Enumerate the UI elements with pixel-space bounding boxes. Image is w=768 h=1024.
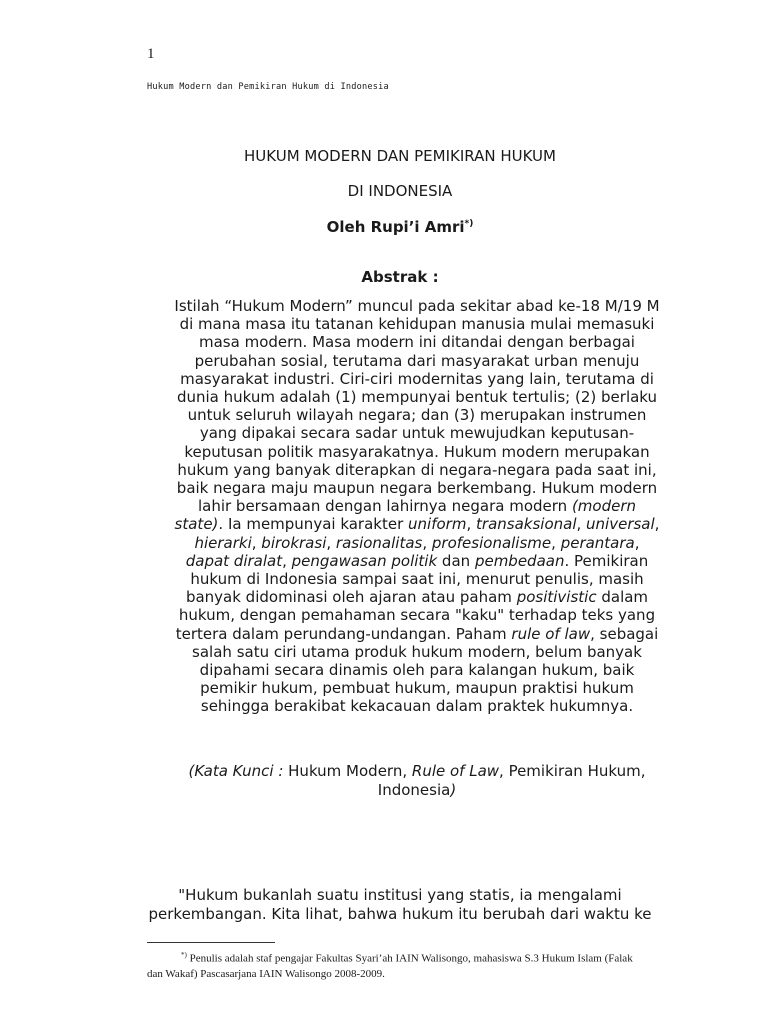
opening-quote: "Hukum bukanlah suatu institusi yang statis, ia mengalami perkembangan. Kita lihat, bahwa hukum itu berubah dari waktu ke (148, 886, 652, 923)
keyword-italic: birokrasi (261, 533, 327, 552)
footnote (147, 948, 647, 982)
abstract-text: . Ia mempunyai karakter (218, 515, 404, 534)
title-line-2: DI INDONESIA (347, 182, 453, 200)
footnote-text: Penulis adalah staf pengajar Fakultas Syari’ah IAIN Walisongo, mahasiswa S.3 Hukum Islam (Falak dan Wakaf) Pascasarjana IAIN Walisongo 2008-2009. (147, 952, 633, 980)
footnote-marker: *) (464, 219, 474, 229)
abstract-text: Istilah “Hukum Modern” muncul pada sekitar abad ke-18 M/19 M di mana masa itu tatanan kehidupan manusia mulai memasuki masa modern. Masa modern ini ditandai dengan berbagai perubahan sosial, terutama dari masyarakat urban menuju masyarakat industri. Ciri-ciri modernitas yang lain, terutama di dunia hukum adalah (1) mempunyai bentuk tertulis; (2) berlaku untuk seluruh wilayah negara; dan (3) merupakan instrumen yang dipakai secara sadar untuk mewujudkan keputusan-keputusan politik masyarakatnya. Hukum modern merupakan hukum yang banyak diterapkan di negara-negara pada saat ini, baik negara maju maupun negara berkembang. Hukum modern lahir bersamaan dengan lahirnya negara modern (174, 297, 660, 516)
keyword-italic: rule of law (511, 624, 591, 643)
author-line (0, 218, 768, 236)
keywords-label: (Kata Kunci : (188, 762, 284, 780)
keyword: Hukum Modern, (288, 762, 408, 780)
keyword-italic: rasionalitas (335, 533, 423, 552)
abstract-italic: (modern state) (174, 497, 637, 534)
abstract-text: dan (441, 551, 471, 570)
footnote-divider (147, 942, 275, 943)
page-number: 1 (147, 46, 155, 62)
abstract-text: dalam hukum, dengan pemahaman secara "kaku" terhadap teks yang tertera dalam perundang-undangan. Paham (175, 588, 656, 643)
keyword-italic: hierarki (194, 533, 252, 552)
keyword-italic: pengawasan politik (291, 551, 438, 570)
keyword-italic: profesionalisme (431, 533, 552, 552)
author-name: Oleh Rupi’i Amri (326, 218, 465, 236)
title-line-1: HUKUM MODERN DAN PEMIKIRAN HUKUM (244, 147, 556, 165)
keyword: Rule of Law (411, 762, 500, 780)
keyword: , Pemikiran Hukum, Indonesia (377, 762, 646, 799)
keyword-italic: uniform (408, 515, 467, 534)
keyword-italic: pembedaan (474, 551, 565, 570)
running-header: Hukum Modern dan Pemikiran Hukum di Indonesia (147, 82, 389, 92)
abstract-heading: Abstrak : (361, 268, 439, 286)
keyword-italic: positivistic (516, 588, 597, 607)
abstract-text: . Pemikiran hukum di Indonesia sampai saat ini, menurut penulis, masih banyak didominasi oleh ajaran atau paham (185, 551, 649, 607)
keywords-close: ) (450, 781, 457, 799)
keyword-italic: transaksional (476, 515, 577, 534)
keyword-italic: universal (586, 515, 655, 534)
abstract-body: Istilah “Hukum Modern” muncul pada sekitar abad ke-18 M/19 M di mana masa itu tatanan kehidupan manusia mulai memasuki masa modern. Masa modern ini ditandai dengan berbagai perubahan sosial, terutama dari masyarakat urban menuju masyarakat industri. Ciri-ciri modernitas yang lain, terutama di dunia hukum adalah (1) mempunyai bentuk tertulis; (2) berlaku untuk seluruh wilayah negara; dan (3) merupakan instrumen yang dipakai secara sadar untuk mewujudkan keputusan-keputusan politik masyarakatnya. Hukum modern merupakan hukum yang banyak diterapkan di negara-negara pada saat ini, baik negara maju maupun negara berkembang. Hukum modern lahir bersamaan dengan lahirnya negara modern (modern state). Ia mempunyai karakter uniform, transaksional, universal, hierarki, birokrasi, rasionalitas, profesionalisme, perantara, dapat diralat, pengawasan politik dan pembedaan. Pemikiran hukum di Indonesia sampai saat ini, menurut penulis, masih banyak didominasi oleh ajaran atau paham positivistic dalam hukum, dengan pemahaman secara "kaku" terhadap teks yang tertera dalam perundang-undangan. Paham rule of law, sebagai salah satu ciri utama produk hukum modern, belum banyak dipahami secara dinamis oleh para kalangan hukum, baik pemikir hukum, pembuat hukum, maupun praktisi hukum sehingga berakibat kekacauan dalam praktek hukumnya. (174, 297, 660, 716)
footnote-marker: *) (181, 951, 187, 959)
keywords (172, 762, 662, 800)
keyword-italic: dapat diralat (185, 551, 283, 570)
abstract-text: , sebagai salah satu ciri utama produk hukum modern, belum banyak dipahami secara dinamis oleh para kalangan hukum, baik pemikir hukum, pembuat hukum, maupun praktisi hukum sehingga berakibat kekacauan dalam praktek hukumnya. (192, 624, 659, 716)
keyword-italic: perantara (560, 533, 635, 552)
